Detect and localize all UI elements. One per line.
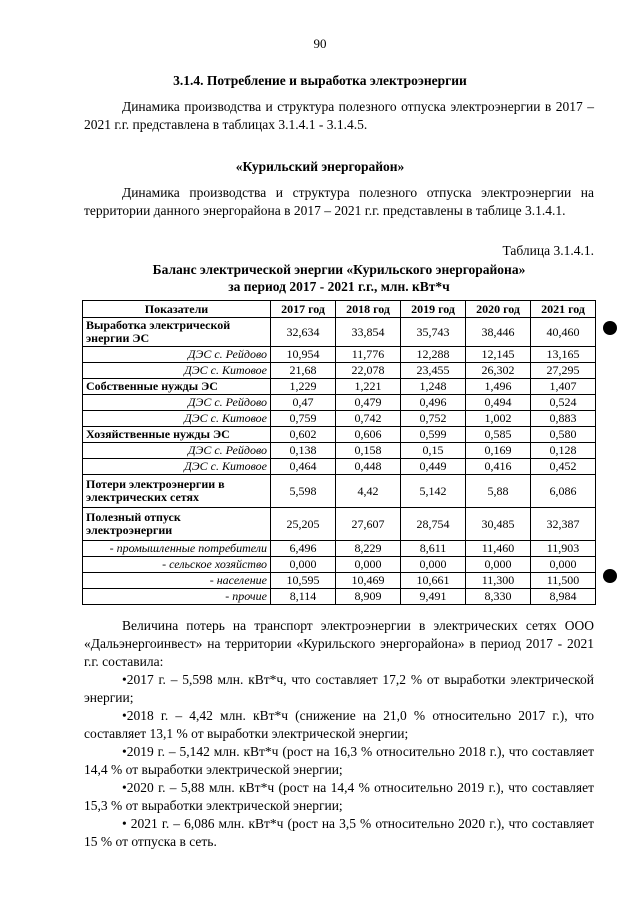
table-cell: 0,742 — [336, 411, 401, 427]
row-label: Собственные нужды ЭС — [83, 379, 271, 395]
table-cell: 35,743 — [401, 318, 466, 347]
table-cell: 0,599 — [401, 427, 466, 443]
table-row — [83, 541, 596, 557]
table-cell: 8,984 — [531, 589, 596, 605]
table-cell: 0,585 — [466, 427, 531, 443]
binder-hole-icon — [603, 569, 617, 583]
table-cell: 8,229 — [336, 541, 401, 557]
table-row — [83, 443, 596, 459]
table-cell: 1,248 — [401, 379, 466, 395]
list-item: •2018 г. – 4,42 млн. кВт*ч (снижение на 21,0 % относительно 2017 г.), что составляет 13,1 % от выработки электрической энергии; — [84, 708, 594, 741]
row-label: ДЭС с. Рейдово — [83, 395, 271, 411]
list-item: •2020 г. – 5,88 млн. кВт*ч (рост на 14,4 % относительно 2019 г.), что составляет 15,3 % от выработки электрической энергии; — [84, 780, 594, 813]
table-cell: 9,491 — [401, 589, 466, 605]
table-cell: 0,479 — [336, 395, 401, 411]
table-cell: 0,883 — [531, 411, 596, 427]
table-cell: 0,000 — [531, 557, 596, 573]
table-cell: 11,903 — [531, 541, 596, 557]
table-header-row — [83, 301, 596, 318]
table-cell: 0,158 — [336, 443, 401, 459]
table-cell: 6,086 — [531, 475, 596, 508]
table-title — [84, 261, 594, 295]
row-label: ДЭС с. Китовое — [83, 459, 271, 475]
table-cell: 1,221 — [336, 379, 401, 395]
table-row — [83, 379, 596, 395]
row-label: Выработка электрической энергии ЭС — [83, 318, 271, 347]
section-heading: 3.1.4. Потребление и выработка электроэнергии — [173, 73, 467, 88]
table-cell: 0,524 — [531, 395, 596, 411]
table-cell: 1,407 — [531, 379, 596, 395]
table-cell: 38,446 — [466, 318, 531, 347]
row-label: - население — [83, 573, 271, 589]
table-cell: 33,854 — [336, 318, 401, 347]
table-cell: 0,606 — [336, 427, 401, 443]
table-cell: 1,002 — [466, 411, 531, 427]
table-cell: 12,288 — [401, 347, 466, 363]
row-label: ДЭС с. Рейдово — [83, 443, 271, 459]
table-cell: 1,229 — [271, 379, 336, 395]
table-cell: 11,300 — [466, 573, 531, 589]
table-row — [83, 347, 596, 363]
table-cell: 0,416 — [466, 459, 531, 475]
row-label: - сельское хозяйство — [83, 557, 271, 573]
table-cell: 21,68 — [271, 363, 336, 379]
table-cell: 10,595 — [271, 573, 336, 589]
table-cell: 0,000 — [401, 557, 466, 573]
table-cell: 5,88 — [466, 475, 531, 508]
table-cell: 12,145 — [466, 347, 531, 363]
table-cell: 0,759 — [271, 411, 336, 427]
table-cell: 8,330 — [466, 589, 531, 605]
table-cell: 0,452 — [531, 459, 596, 475]
table-cell: 11,500 — [531, 573, 596, 589]
table-cell: 32,634 — [271, 318, 336, 347]
table-cell: 0,602 — [271, 427, 336, 443]
table-cell: 0,448 — [336, 459, 401, 475]
table-cell: 0,000 — [271, 557, 336, 573]
row-label: Полезный отпуск электроэнергии — [83, 508, 271, 541]
table-cell: 0,752 — [401, 411, 466, 427]
table-cell: 10,469 — [336, 573, 401, 589]
table-cell: 28,754 — [401, 508, 466, 541]
table-cell: 8,909 — [336, 589, 401, 605]
table-cell: 11,460 — [466, 541, 531, 557]
table-cell: 26,302 — [466, 363, 531, 379]
header-cell: Показатели — [83, 301, 271, 318]
table-row — [83, 475, 596, 508]
table-row — [83, 459, 596, 475]
list-item: • 2021 г. – 6,086 млн. кВт*ч (рост на 3,5 % относительно 2020 г.), что составляет 15 % от отпуска в сеть. — [84, 816, 594, 849]
energy-balance-table — [82, 300, 596, 605]
header-cell: 2021 год — [531, 301, 596, 318]
intro-paragraph: Динамика производства и структура полезного отпуска электроэнергии в 2017 – 2021 г.г. представлена в таблицах 3.1.4.1 - 3.1.4.5. — [84, 99, 594, 132]
table-cell: 0,138 — [271, 443, 336, 459]
losses-intro-paragraph: Величина потерь на транспорт электроэнергии в электрических сетях ООО «Дальэнергоинвест» на территории «Курильского энергорайона» в период 2017 - 2021 г.г. составила: — [84, 618, 594, 669]
table-cell: 13,165 — [531, 347, 596, 363]
table-cell: 27,607 — [336, 508, 401, 541]
table-cell: 0,15 — [401, 443, 466, 459]
table-cell: 0,449 — [401, 459, 466, 475]
table-cell: 0,580 — [531, 427, 596, 443]
table-cell: 25,205 — [271, 508, 336, 541]
table-label: Таблица 3.1.4.1. — [502, 243, 594, 258]
table-cell: 0,169 — [466, 443, 531, 459]
table-cell: 22,078 — [336, 363, 401, 379]
table-row — [83, 395, 596, 411]
table-cell: 6,496 — [271, 541, 336, 557]
district-paragraph: Динамика производства и структура полезного отпуска электроэнергии на территории данного энергорайона в 2017 – 2021 г.г. представлены в таблице 3.1.4.1. — [84, 185, 594, 218]
table-cell: 23,455 — [401, 363, 466, 379]
table-cell: 4,42 — [336, 475, 401, 508]
list-item: •2019 г. – 5,142 млн. кВт*ч (рост на 16,3 % относительно 2018 г.), что составляет 14,4 % от выработки электрической энергии; — [84, 744, 594, 777]
binder-hole-icon — [603, 321, 617, 335]
row-label: Хозяйственные нужды ЭС — [83, 427, 271, 443]
table-cell: 0,000 — [336, 557, 401, 573]
row-label: - прочие — [83, 589, 271, 605]
table-cell: 5,142 — [401, 475, 466, 508]
table-row — [83, 557, 596, 573]
row-label: ДЭС с. Рейдово — [83, 347, 271, 363]
table-cell: 0,000 — [466, 557, 531, 573]
table-row — [83, 363, 596, 379]
table-cell: 40,460 — [531, 318, 596, 347]
list-item: •2017 г. – 5,598 млн. кВт*ч, что составляет 17,2 % от выработки электрической энергии; — [84, 672, 594, 705]
table-cell: 0,494 — [466, 395, 531, 411]
table-row — [83, 508, 596, 541]
table-row — [83, 427, 596, 443]
losses-list — [84, 671, 594, 851]
table-cell: 8,611 — [401, 541, 466, 557]
row-label: Потери электроэнергии в электрических сетях — [83, 475, 271, 508]
table-cell: 5,598 — [271, 475, 336, 508]
page-number: 90 — [313, 36, 327, 51]
table-cell: 32,387 — [531, 508, 596, 541]
row-label: ДЭС с. Китовое — [83, 363, 271, 379]
district-heading: «Курильский энергорайон» — [235, 159, 405, 174]
header-cell: 2017 год — [271, 301, 336, 318]
table-cell: 0,464 — [271, 459, 336, 475]
table-title-line1: Баланс электрической энергии «Курильского энергорайона» — [152, 262, 526, 277]
table-cell: 30,485 — [466, 508, 531, 541]
table-cell: 10,954 — [271, 347, 336, 363]
row-label: - промышленные потребители — [83, 541, 271, 557]
table-cell: 10,661 — [401, 573, 466, 589]
header-cell: 2019 год — [401, 301, 466, 318]
table-title-line2: за период 2017 - 2021 г.г., млн. кВт*ч — [228, 279, 450, 294]
table-cell: 0,496 — [401, 395, 466, 411]
table-cell: 11,776 — [336, 347, 401, 363]
header-cell: 2020 год — [466, 301, 531, 318]
table-cell: 0,47 — [271, 395, 336, 411]
table-cell: 27,295 — [531, 363, 596, 379]
table-cell: 1,496 — [466, 379, 531, 395]
table-cell: 0,128 — [531, 443, 596, 459]
header-cell: 2018 год — [336, 301, 401, 318]
table-cell: 8,114 — [271, 589, 336, 605]
table-row — [83, 589, 596, 605]
row-label: ДЭС с. Китовое — [83, 411, 271, 427]
table-row — [83, 573, 596, 589]
table-row — [83, 318, 596, 347]
table-row — [83, 411, 596, 427]
